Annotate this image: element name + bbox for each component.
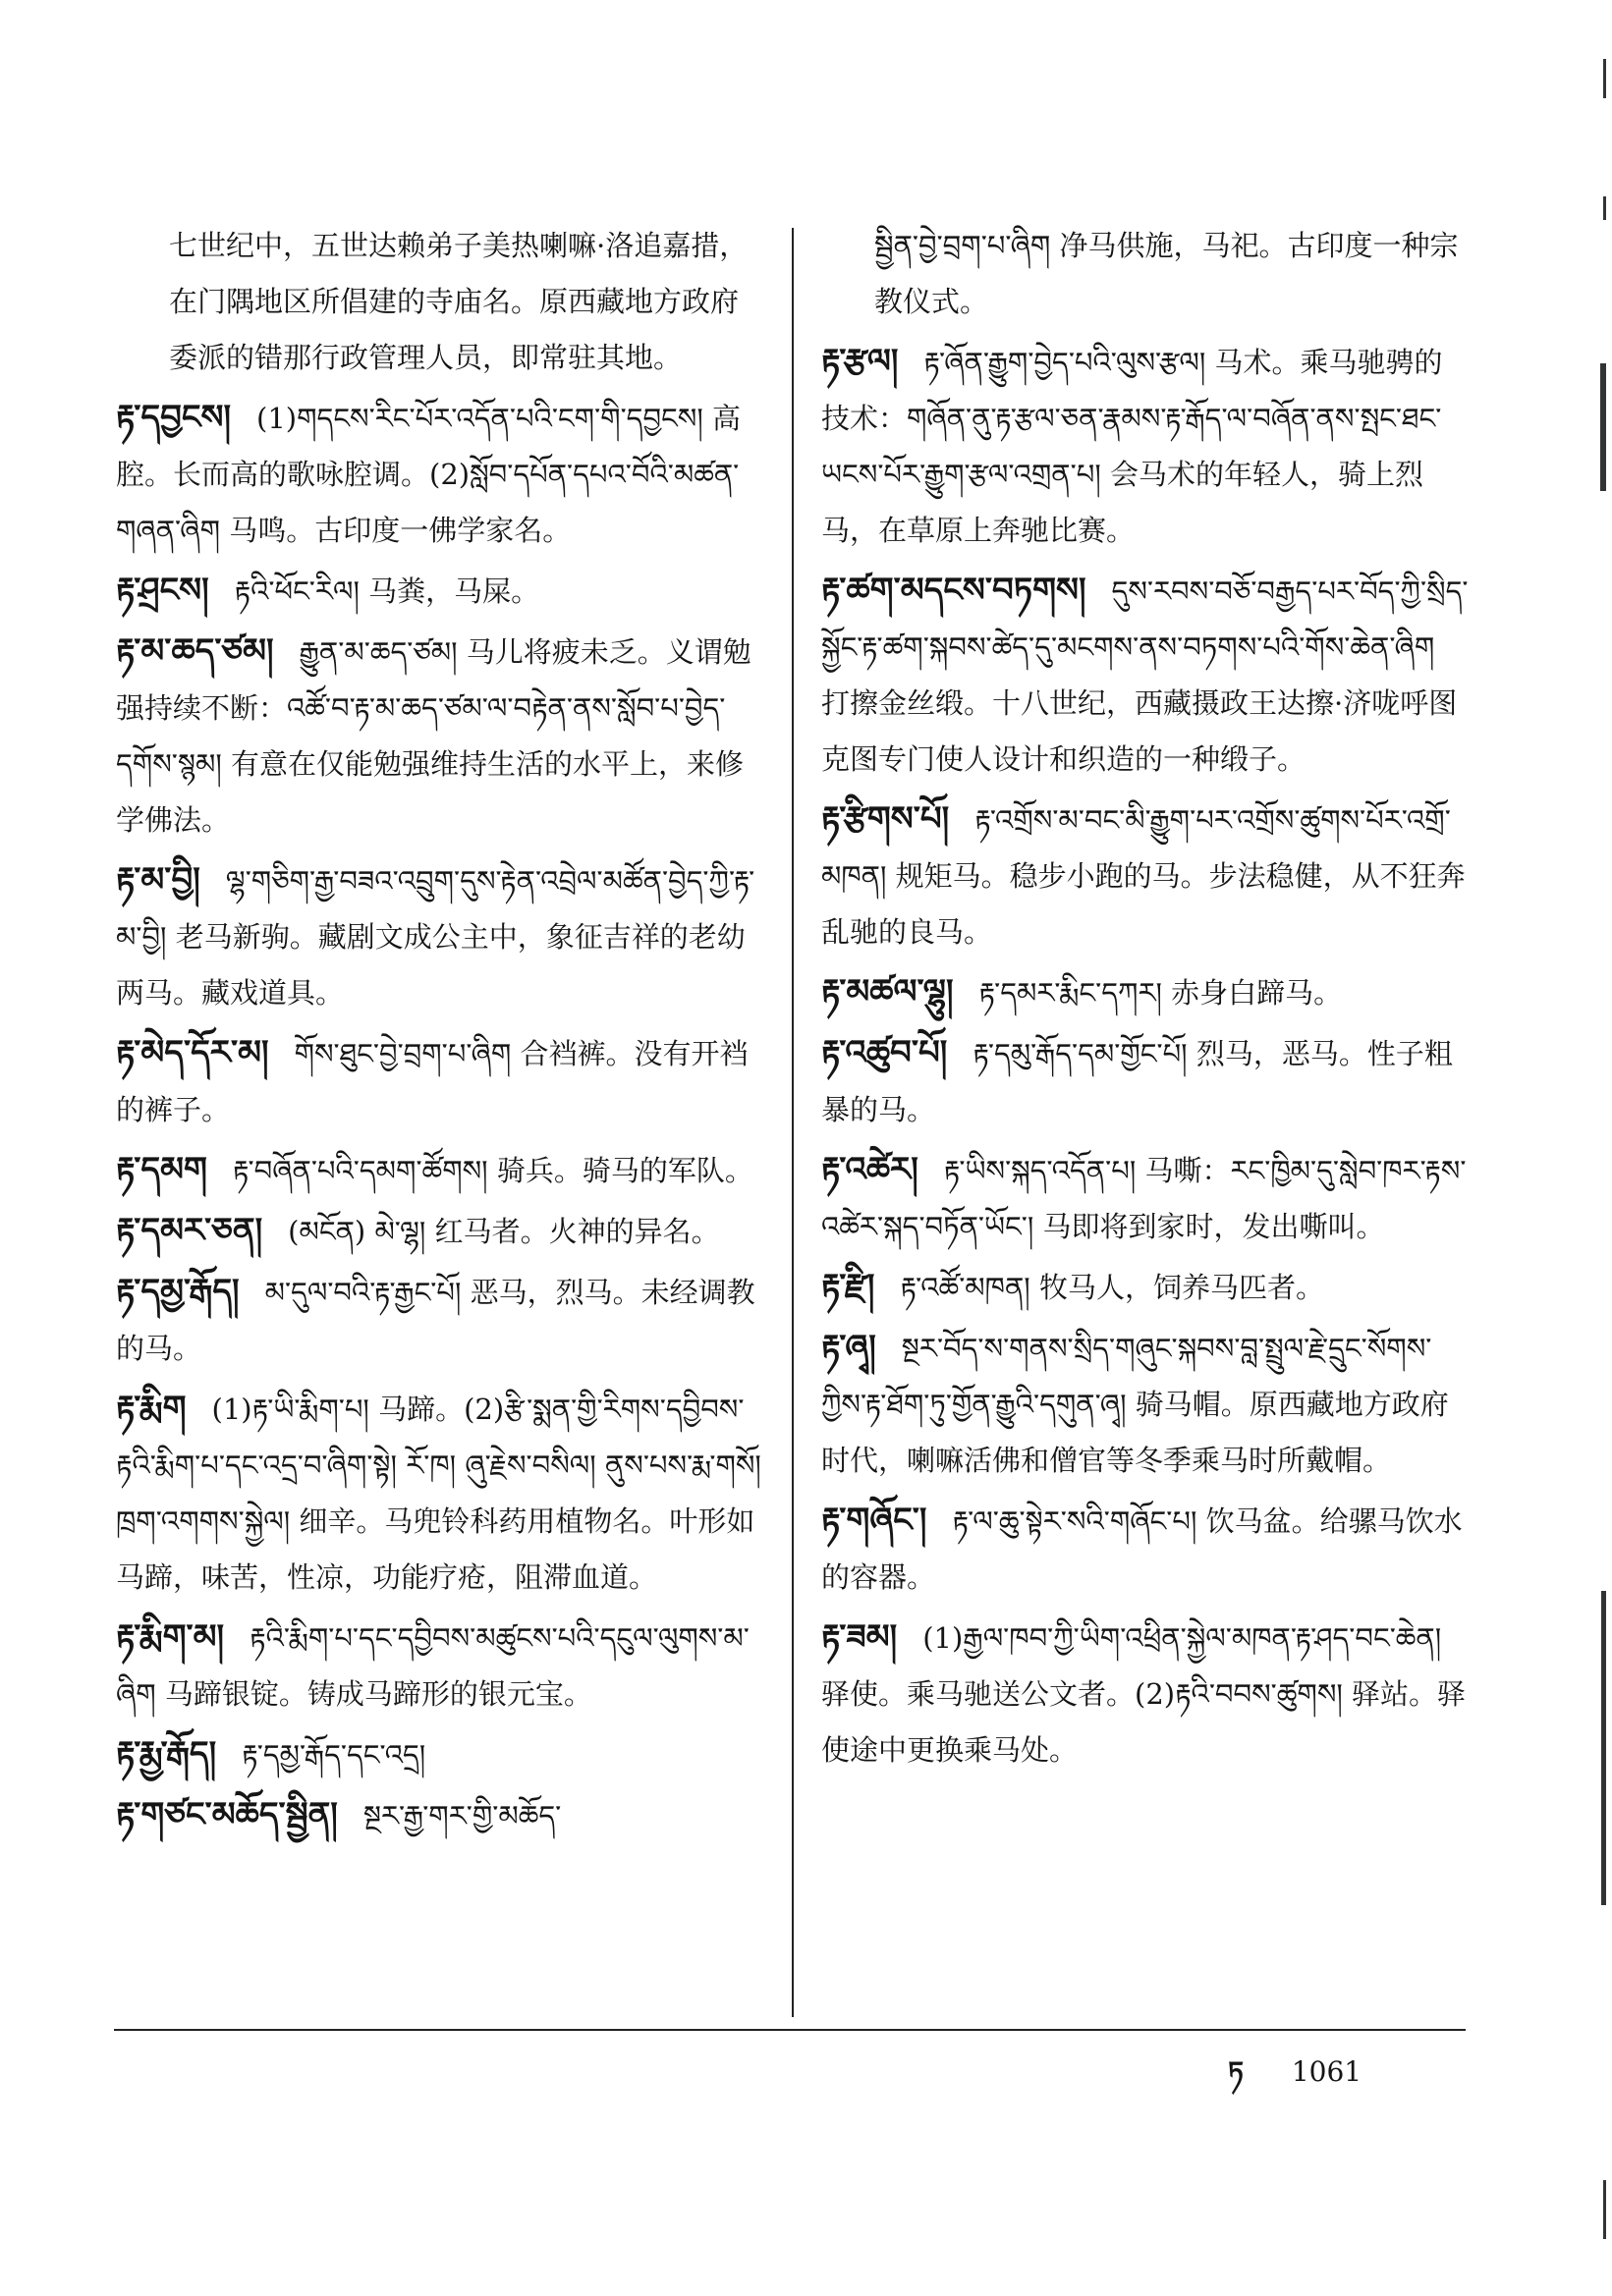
left-column — [116, 218, 764, 1848]
entry-definition: རྟ་ལ་ཆུ་སྟེར་སའི་གཞོང་པ། 饮马盆。给骡马饮水的容器。 — [821, 1504, 1463, 1594]
entry-definition: རྟ་འགྲོས་མ་བང་མི་རྒྱུག་པར་འགྲོས་ཚུགས་པོར་འགྲོ་མཁན། 规矩马。稳步小跑的马。步法稳健，从不狂奔乱驰的良马。 — [821, 803, 1466, 949]
entry-definition: རྟ་ཡིས་སྐད་འདོན་པ། 马嘶：རང་ཁྱིམ་དུ་སླེབ་ཁར་རྟས་འཚེར་སྐད་བཏོན་ཡོང་། 马即将到家时，发出嘶叫。 — [821, 1154, 1467, 1243]
entry-headword: རྟ་མེད་དོར་མ། — [116, 1033, 269, 1072]
dictionary-entry — [116, 1787, 764, 1844]
entry-headword: རྟ་དབྱངས། — [116, 398, 232, 437]
entry-headword: རྟ་དམག — [116, 1150, 207, 1189]
entry-definition: (1)རྒྱལ་ཁབ་ཀྱི་ཡིག་འཕྲིན་སྐྱེལ་མཁན་རྟ་ཤད་བང་ཆེན། 驿使。乘马驰送公文者。(2)རྟའི་བབས་ཚུགས། 驿站。驿使途中更换乘马处。 — [821, 1621, 1467, 1767]
dictionary-entry — [821, 1259, 1470, 1316]
entry-definition: རྟ་བཞོན་པའི་དམག་ཚོགས། 骑兵。骑马的军队。 — [232, 1154, 753, 1187]
dictionary-entry — [116, 852, 764, 1021]
dictionary-entry — [116, 1610, 764, 1722]
footer-rule — [114, 2029, 1466, 2031]
entry-definition: རྒྱུན་མ་ཆད་ཙམ། 马儿将疲未乏。义谓勉强持续不断：འཚོ་བ་རྟ་མ་ཆད་ཙམ་ལ་བརྟེན་ནས་སློབ་པ་བྱེད་དགོས་སྙམ། 有意在仅能勉强维持生活的水平上，来修学佛法。 — [116, 635, 751, 837]
entry-definition: དུས་རབས་བཅོ་བརྒྱད་པར་བོད་ཀྱི་སྲིད་སྐྱོང་རྟ་ཚག་སྐབས་ཚེད་དུ་མངགས་ནས་བཏགས་པའི་གོས་ཆེན་ཞིག 打擦金丝缎。十八世纪，西藏摄政王达擦·济咙呼图克图专门使人设计和织造的一种缎子。 — [821, 574, 1469, 776]
entry-headword: རྟ་མ་ཆད་ཙམ། — [116, 631, 274, 671]
dictionary-entry — [821, 1493, 1470, 1606]
entry-definition: རྟའི་རྨིག་པ་དང་དབྱིབས་མཚུངས་པའི་དངུལ་ལུགས་མ་ཞིག 马蹄银锭。铸成马蹄形的银元宝。 — [116, 1621, 750, 1711]
entry-definition: རྟ་དམུ་རྒོད་དམ་གྱོང་པོ། 烈马，恶马。性子粗暴的马。 — [821, 1037, 1453, 1126]
entry-definition: གོས་ཐུང་བྱེ་བྲག་པ་ཞིག 合裆裤。没有开裆的裤子。 — [116, 1037, 749, 1126]
entry-definition: སྦྱིན་བྱེ་བྲག་པ་ཞིག 净马供施，马祀。古印度一种宗教仪式。 — [874, 229, 1459, 318]
entry-definition: རྟ་འཚོ་མཁན། 牧马人，饲养马匹者。 — [900, 1271, 1324, 1304]
entry-headword: རྟ་དམྱ་རྒོད། — [116, 1272, 240, 1311]
entry-definition: རྟའི་ཕོང་རིལ། 马粪，马屎。 — [234, 574, 540, 608]
entry-definition: རྟ་དམར་རྨིང་དཀར། 赤身白蹄马。 — [978, 976, 1343, 1010]
entry-definition: (1)རྟ་ཡི་རྨིག་པ། 马蹄。(2)རྩི་སྨན་གྱི་རིགས་དབྱིབས་རྟའི་རྨིག་པ་དང་འདྲ་བ་ཞིག་སྟེ། རོ་ཁ། ཞུ་རྗེས་བསིལ། ནུས་པས་རྨ་གསོ། ཁྲག་འགགས་སྐྱེལ། 细辛。马兜铃科药用植物名。叶形如马蹄，味苦，性凉，功能疗疮，阻滞血道。 — [116, 1393, 761, 1594]
dictionary-entry — [116, 624, 764, 848]
dictionary-entry — [116, 1025, 764, 1138]
dictionary-entry — [821, 1025, 1470, 1138]
entry-headword: རྟ་རྫི། — [821, 1267, 875, 1306]
entry-definition: སྔར་རྒྱ་གར་གྱི་མཆོད་ — [362, 1799, 562, 1832]
entry-headword: རྟ་དམར་ཅན། — [116, 1211, 263, 1250]
entry-definition: (1)གདངས་རིང་པོར་འདོན་པའི་ངག་གི་དབྱངས། 高腔。长而高的歌咏腔调。(2)སློབ་དཔོན་དཔའ་བོའི་མཚན་གཞན་ཞིག 马鸣。古印度一佛学家名。 — [116, 402, 742, 547]
entry-headword: རྟ་འཚེར། — [821, 1150, 918, 1189]
dictionary-entry — [821, 964, 1470, 1021]
dictionary-entry — [821, 792, 1470, 960]
dictionary-entry — [821, 1142, 1470, 1255]
entry-headword: རྟ་རྩིགས་པོ། — [821, 799, 950, 839]
entry-headword: རྟ་ཞྭ། — [821, 1328, 876, 1367]
dictionary-entry — [116, 390, 764, 559]
dictionary-entry — [821, 563, 1470, 788]
dictionary-entry — [116, 218, 764, 386]
entry-definition: (མངོན) མེ་ལྷ། 红马者。火神的异名。 — [288, 1215, 720, 1248]
entry-headword: རྟ་འཚུབ་པོ། — [821, 1033, 948, 1072]
dictionary-entry — [821, 334, 1470, 559]
entry-definition: 七世纪中，五世达赖弟子美热喇嘛·洛追嘉措，在门隅地区所倡建的寺庙名。原西藏地方政府委派的错那行政管理人员，即常驻其地。 — [169, 229, 749, 374]
entry-definition: ལྷ་གཅིག་རྒྱ་བཟའ་འབྲུག་དུས་རྟེན་འབྲེལ་མཚོན་བྱེད་ཀྱི་རྟ་མ་བྱི། 老马新驹。藏剧文成公主中，象征吉祥的老幼两马。藏戏道具。 — [116, 864, 755, 1010]
dictionary-entry — [821, 218, 1470, 330]
entry-headword: རྟ་མཚལ་ལྷུ། — [821, 972, 954, 1011]
entry-definition: རྟ་ཞོན་རྒྱུག་བྱེད་པའི་ལུས་རྩལ། 马术。乘马驰骋的技术：གཞོན་ནུ་རྟ་རྩལ་ཅན་རྣམས་རྟ་རྒོད་ལ་བཞོན་ནས་སྤང་ཐང་ཡངས་པོར་རྒྱུག་རྩལ་འགྲན་པ། 会马术的年轻人，骑上烈马，在草原上奔驰比赛。 — [821, 346, 1443, 547]
dictionary-entry — [821, 1320, 1470, 1489]
entry-headword: རྟ་མ་བྱི། — [116, 860, 200, 900]
dictionary-entry — [821, 1610, 1470, 1778]
page-footer — [1228, 2041, 1362, 2118]
dictionary-entry — [116, 1203, 764, 1260]
entry-headword: རྟ་ཤྲངས། — [116, 571, 209, 610]
entry-headword: རྟ་རྨིག — [116, 1389, 187, 1428]
entry-headword: རྟ་ཟམ། — [821, 1617, 898, 1657]
entry-headword: རྟ་གཞོང་། — [821, 1501, 927, 1540]
right-column — [821, 218, 1470, 1782]
entry-definition: རྟ་དམྱ་རྒོད་དང་འདྲ། — [242, 1738, 426, 1772]
column-divider — [792, 228, 794, 2017]
section-letter: ཏ — [1228, 2055, 1244, 2088]
page-number: 1061 — [1291, 2055, 1362, 2088]
entry-headword: རྟ་གཙང་མཆོད་སྦྱིན། — [116, 1795, 338, 1834]
entry-definition: མ་དུལ་བའི་རྟ་རྒྱང་པོ། 恶马，烈马。未经调教的马。 — [116, 1276, 755, 1365]
entry-headword: རྟ་རྩལ། — [821, 342, 899, 381]
dictionary-entry — [116, 1142, 764, 1199]
entry-headword: རྟ་རྨིག་མ། — [116, 1617, 225, 1657]
entry-definition: སྔར་བོད་ས་གནས་སྲིད་གཞུང་སྐབས་བླ་སྤྲུལ་རྗེ་དྲུང་སོགས་ཀྱིས་རྟ་ཐོག་ཏུ་གྱོན་རྒྱུའི་དགུན་ཞྭ། 骑马帽。原西藏地方政府时代，喇嘛活佛和僧官等冬季乘马时所戴帽。 — [821, 1332, 1449, 1477]
dictionary-entry — [116, 1381, 764, 1606]
entry-headword: རྟ་རྨྱ་རྒོད། — [116, 1734, 217, 1774]
dictionary-entry — [116, 563, 764, 620]
dictionary-entry — [116, 1726, 764, 1783]
dictionary-entry — [116, 1264, 764, 1377]
entry-headword: རྟ་ཚག་མདངས་བཏགས། — [821, 571, 1086, 610]
edge-marks — [1584, 0, 1612, 2296]
